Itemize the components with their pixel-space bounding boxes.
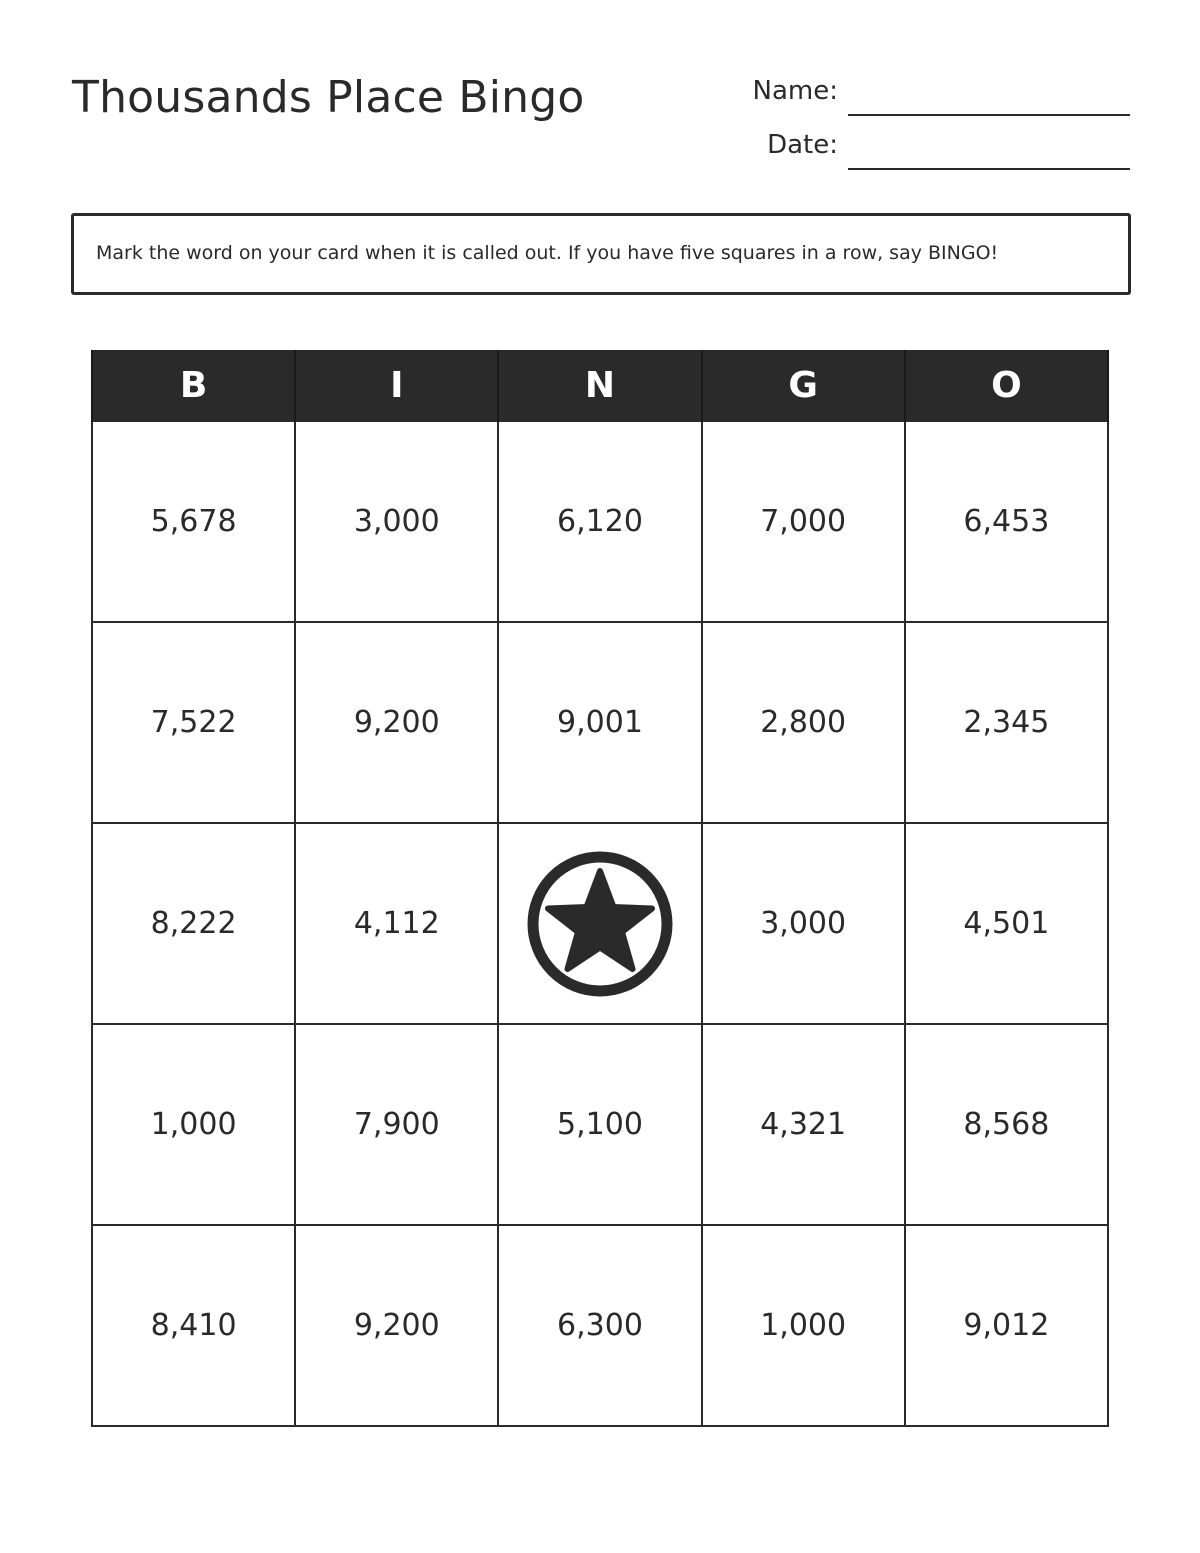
star-in-circle-icon	[525, 849, 675, 999]
bingo-cell[interactable]: 6,120	[498, 421, 701, 622]
bingo-cell[interactable]: 5,100	[498, 1024, 701, 1225]
bingo-cell[interactable]: 7,900	[295, 1024, 498, 1225]
name-label: Name:	[752, 76, 838, 106]
bingo-cell[interactable]: 6,300	[498, 1225, 701, 1426]
date-write-line[interactable]	[848, 168, 1130, 170]
bingo-header-o: O	[905, 350, 1108, 421]
free-space-cell[interactable]	[498, 823, 701, 1024]
bingo-header-g: G	[702, 350, 905, 421]
bingo-cell[interactable]: 9,200	[295, 1225, 498, 1426]
bingo-cell[interactable]: 9,200	[295, 622, 498, 823]
bingo-cell[interactable]: 7,000	[702, 421, 905, 622]
bingo-cell[interactable]: 9,001	[498, 622, 701, 823]
bingo-header-b: B	[92, 350, 295, 421]
bingo-cell[interactable]: 1,000	[92, 1024, 295, 1225]
bingo-cell[interactable]: 4,112	[295, 823, 498, 1024]
bingo-header-row	[92, 350, 1108, 421]
instructions-text: Mark the word on your card when it is called out. If you have five squares in a row, say BINGO!	[96, 242, 999, 264]
bingo-cell[interactable]: 9,012	[905, 1225, 1108, 1426]
bingo-row	[92, 622, 1108, 823]
bingo-row	[92, 1225, 1108, 1426]
bingo-cell[interactable]: 8,568	[905, 1024, 1108, 1225]
bingo-row	[92, 1024, 1108, 1225]
bingo-cell[interactable]: 8,410	[92, 1225, 295, 1426]
bingo-row	[92, 421, 1108, 622]
bingo-cell[interactable]: 8,222	[92, 823, 295, 1024]
name-field	[700, 76, 1130, 116]
page-title: Thousands Place Bingo	[72, 72, 585, 123]
date-label: Date:	[767, 130, 838, 160]
bingo-header-n: N	[498, 350, 701, 421]
bingo-header-i: I	[295, 350, 498, 421]
bingo-cell[interactable]: 3,000	[702, 823, 905, 1024]
instructions-box	[71, 213, 1131, 295]
bingo-cell[interactable]: 2,345	[905, 622, 1108, 823]
bingo-cell[interactable]: 1,000	[702, 1225, 905, 1426]
bingo-cell[interactable]: 2,800	[702, 622, 905, 823]
name-write-line[interactable]	[848, 114, 1130, 116]
bingo-row	[92, 823, 1108, 1024]
bingo-cell[interactable]: 4,501	[905, 823, 1108, 1024]
date-field	[700, 130, 1130, 170]
bingo-cell[interactable]: 4,321	[702, 1024, 905, 1225]
bingo-cell[interactable]: 3,000	[295, 421, 498, 622]
bingo-cell[interactable]: 7,522	[92, 622, 295, 823]
bingo-card	[91, 350, 1109, 1427]
bingo-cell[interactable]: 6,453	[905, 421, 1108, 622]
bingo-cell[interactable]: 5,678	[92, 421, 295, 622]
